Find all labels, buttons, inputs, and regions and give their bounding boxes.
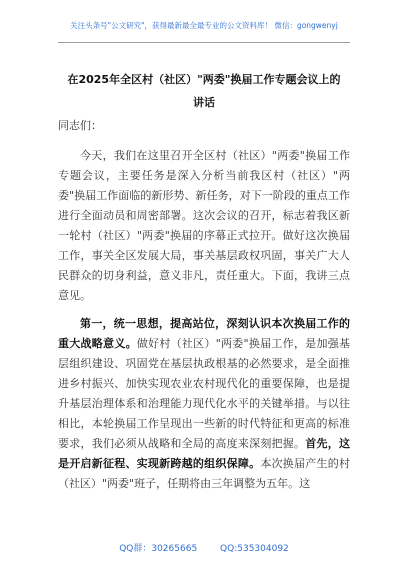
title-line-2: 讲话: [193, 96, 215, 109]
section-heading-first: 第一，统一思想，提高站位，深刻认识本次换届工作的重大战略意义。: [58, 317, 350, 350]
document-title: [58, 68, 350, 114]
section-body-tail: 本次换届产生的村（社区）"两委"班子，任期将由三年调整为五年。这: [58, 457, 351, 490]
section-body-first: 做好村（社区）"两委"换届工作，是加强基层组织建设、巩固党在基层执政根基的必然要求，是全面推进乡村振兴、加快实现农业农村现代化的重要保障，也是提升基层治理体系和治理能力现代化水平的关键举措。与以往相比，本轮换届工作呈现出一些新的时代特征和更高的标准要求，我们必须从战略和全局的高度来深刻把握。: [58, 337, 351, 450]
title-line-1: 在2025年全区村（社区）"两委"换届工作专题会议上的: [67, 73, 341, 86]
footer-qq-group: QQ群：30265665: [119, 544, 198, 554]
header-banner: 关注头条号"公文研究"，获得最新最全最专业的公文资料库！ 微信：gongwenyj: [70, 21, 338, 30]
footer-contact: [0, 541, 408, 554]
paragraph-intro: 今天，我们在这里召开全区村（社区）"两委"换届工作专题会议，主要任务是深入分析当前我区村（社区）"两委"换届工作面临的新形势、新任务，对下一阶段的重点工作进行全面动员和周密部署。这次会议的召开，标志着我区新一轮村（社区）"两委"换届的序幕正式拉开。做好这次换届工作，事关全区发展大局，事关基层政权巩固，事关广大人民群众的切身利益，意义非凡，责任重大。下面，我讲三点意见。: [58, 149, 350, 302]
salutation: 同志们：: [58, 119, 102, 132]
footer-qq: QQ:535304092: [220, 544, 289, 554]
document-body: [58, 116, 350, 502]
paragraph-first-point: [58, 314, 350, 494]
sub-heading-first: 首先，这是开启新征程、实现新跨越的组织保障。: [58, 437, 351, 470]
header-divider: [58, 42, 350, 43]
